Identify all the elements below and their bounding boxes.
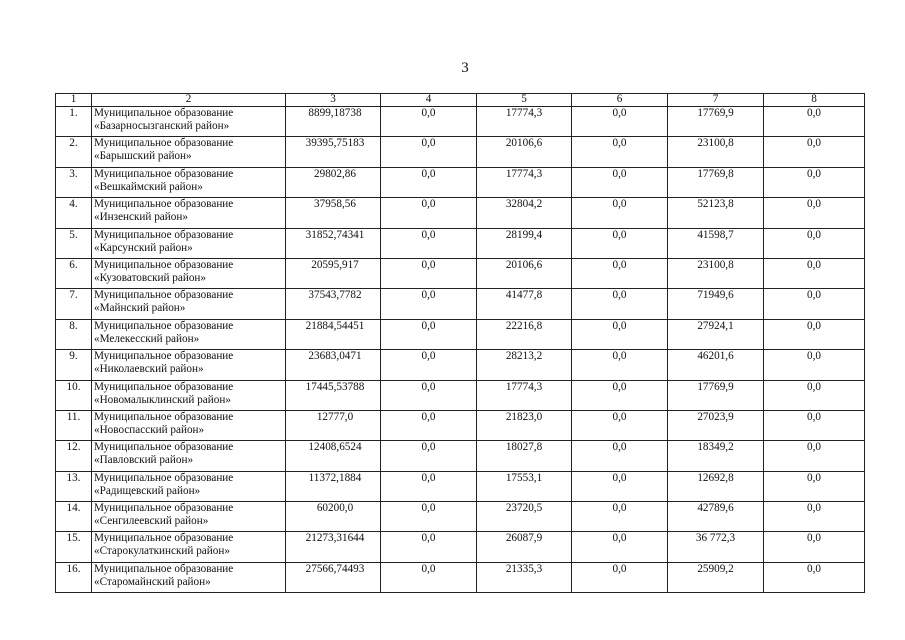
cell-col-5: 20106,6 bbox=[477, 258, 572, 288]
municipality-line-1: Муниципальное образование bbox=[94, 137, 234, 150]
municipality-line-1: Муниципальное образование bbox=[94, 380, 234, 393]
cell-col-6: 0,0 bbox=[572, 107, 668, 137]
cell-col-8: 0,0 bbox=[764, 319, 865, 349]
cell-col-4: 0,0 bbox=[381, 107, 477, 137]
cell-col-6: 0,0 bbox=[572, 471, 668, 501]
cell-col-6: 0,0 bbox=[572, 258, 668, 288]
page-number: 3 bbox=[461, 60, 469, 76]
cell-col-3: 17445,53788 bbox=[286, 380, 381, 410]
row-number: 1. bbox=[56, 107, 92, 137]
row-number: 9. bbox=[56, 350, 92, 380]
municipality-line-1: Муниципальное образование bbox=[94, 198, 234, 211]
municipality-name bbox=[92, 562, 286, 592]
municipality-line-2: «Барышский район» bbox=[94, 150, 192, 163]
cell-col-8: 0,0 bbox=[764, 410, 865, 440]
data-table bbox=[55, 93, 865, 593]
cell-col-6: 0,0 bbox=[572, 350, 668, 380]
municipality-line-1: Муниципальное образование bbox=[94, 471, 234, 484]
cell-col-3: 39395,75183 bbox=[286, 137, 381, 167]
table-row bbox=[56, 228, 865, 258]
cell-col-8: 0,0 bbox=[764, 167, 865, 197]
table-row bbox=[56, 167, 865, 197]
cell-col-4: 0,0 bbox=[381, 441, 477, 471]
row-number: 4. bbox=[56, 198, 92, 228]
cell-col-6: 0,0 bbox=[572, 502, 668, 532]
table-row bbox=[56, 289, 865, 319]
cell-col-5: 41477,8 bbox=[477, 289, 572, 319]
cell-col-5: 32804,2 bbox=[477, 198, 572, 228]
cell-col-4: 0,0 bbox=[381, 410, 477, 440]
cell-col-6: 0,0 bbox=[572, 198, 668, 228]
cell-col-7: 23100,8 bbox=[668, 137, 764, 167]
municipality-line-2: «Новоспасский район» bbox=[94, 423, 205, 436]
municipality-name bbox=[92, 502, 286, 532]
municipality-name bbox=[92, 167, 286, 197]
header-row bbox=[56, 94, 865, 107]
cell-col-8: 0,0 bbox=[764, 198, 865, 228]
municipality-name bbox=[92, 471, 286, 501]
municipality-line-1: Муниципальное образование bbox=[94, 562, 234, 575]
cell-col-7: 17769,8 bbox=[668, 167, 764, 197]
municipality-line-1: Муниципальное образование bbox=[94, 319, 234, 332]
table-row bbox=[56, 471, 865, 501]
municipality-line-2: «Павловский район» bbox=[94, 454, 194, 467]
municipality-name bbox=[92, 441, 286, 471]
municipality-name bbox=[92, 107, 286, 137]
column-header: 1 bbox=[56, 94, 92, 107]
cell-col-7: 42789,6 bbox=[668, 502, 764, 532]
municipality-name bbox=[92, 410, 286, 440]
row-number: 12. bbox=[56, 441, 92, 471]
column-header: 5 bbox=[477, 94, 572, 107]
cell-col-5: 26087,9 bbox=[477, 532, 572, 562]
cell-col-4: 0,0 bbox=[381, 319, 477, 349]
municipality-line-1: Муниципальное образование bbox=[94, 258, 234, 271]
cell-col-3: 12777,0 bbox=[286, 410, 381, 440]
cell-col-7: 41598,7 bbox=[668, 228, 764, 258]
cell-col-5: 18027,8 bbox=[477, 441, 572, 471]
table-row bbox=[56, 198, 865, 228]
cell-col-3: 11372,1884 bbox=[286, 471, 381, 501]
municipality-name bbox=[92, 228, 286, 258]
row-number: 7. bbox=[56, 289, 92, 319]
table-row bbox=[56, 350, 865, 380]
cell-col-7: 23100,8 bbox=[668, 258, 764, 288]
cell-col-3: 21273,31644 bbox=[286, 532, 381, 562]
row-number: 8. bbox=[56, 319, 92, 349]
cell-col-4: 0,0 bbox=[381, 562, 477, 592]
table-row bbox=[56, 319, 865, 349]
table-row bbox=[56, 532, 865, 562]
cell-col-5: 28213,2 bbox=[477, 350, 572, 380]
cell-col-3: 60200,0 bbox=[286, 502, 381, 532]
municipality-line-1: Муниципальное образование bbox=[94, 441, 234, 454]
row-number: 5. bbox=[56, 228, 92, 258]
cell-col-5: 23720,5 bbox=[477, 502, 572, 532]
municipality-line-2: «Кузоватовский район» bbox=[94, 271, 207, 284]
municipality-line-1: Муниципальное образование bbox=[94, 228, 234, 241]
municipality-line-1: Муниципальное образование bbox=[94, 532, 234, 545]
column-header: 7 bbox=[668, 94, 764, 107]
cell-col-5: 28199,4 bbox=[477, 228, 572, 258]
cell-col-5: 17774,3 bbox=[477, 107, 572, 137]
municipality-name bbox=[92, 532, 286, 562]
table-row bbox=[56, 258, 865, 288]
municipality-name bbox=[92, 289, 286, 319]
cell-col-7: 25909,2 bbox=[668, 562, 764, 592]
cell-col-5: 20106,6 bbox=[477, 137, 572, 167]
table-row bbox=[56, 562, 865, 592]
cell-col-3: 31852,74341 bbox=[286, 228, 381, 258]
municipality-line-1: Муниципальное образование bbox=[94, 350, 234, 363]
cell-col-3: 21884,54451 bbox=[286, 319, 381, 349]
cell-col-7: 27924,1 bbox=[668, 319, 764, 349]
cell-col-6: 0,0 bbox=[572, 532, 668, 562]
municipality-line-2: «Старокулаткинский район» bbox=[94, 545, 230, 558]
cell-col-4: 0,0 bbox=[381, 198, 477, 228]
cell-col-3: 37543,7782 bbox=[286, 289, 381, 319]
cell-col-7: 17769,9 bbox=[668, 107, 764, 137]
cell-col-6: 0,0 bbox=[572, 228, 668, 258]
cell-col-7: 12692,8 bbox=[668, 471, 764, 501]
table-row bbox=[56, 107, 865, 137]
table-row bbox=[56, 502, 865, 532]
municipality-line-2: «Радищевский район» bbox=[94, 484, 201, 497]
municipality-line-2: «Базарносызганский район» bbox=[94, 120, 230, 132]
row-number: 14. bbox=[56, 502, 92, 532]
cell-col-8: 0,0 bbox=[764, 289, 865, 319]
cell-col-8: 0,0 bbox=[764, 441, 865, 471]
cell-col-5: 21823,0 bbox=[477, 410, 572, 440]
cell-col-4: 0,0 bbox=[381, 228, 477, 258]
municipality-name bbox=[92, 380, 286, 410]
column-header: 2 bbox=[92, 94, 286, 107]
cell-col-4: 0,0 bbox=[381, 350, 477, 380]
table-row bbox=[56, 137, 865, 167]
municipality-name bbox=[92, 198, 286, 228]
table-row bbox=[56, 380, 865, 410]
cell-col-3: 23683,0471 bbox=[286, 350, 381, 380]
cell-col-8: 0,0 bbox=[764, 258, 865, 288]
cell-col-6: 0,0 bbox=[572, 562, 668, 592]
cell-col-8: 0,0 bbox=[764, 228, 865, 258]
cell-col-3: 27566,74493 bbox=[286, 562, 381, 592]
municipality-line-2: «Новомалыклинский район» bbox=[94, 393, 231, 406]
municipality-line-2: «Инзенский район» bbox=[94, 211, 188, 224]
cell-col-6: 0,0 bbox=[572, 380, 668, 410]
cell-col-6: 0,0 bbox=[572, 319, 668, 349]
municipality-line-2: «Николаевский район» bbox=[94, 363, 204, 376]
cell-col-4: 0,0 bbox=[381, 167, 477, 197]
cell-col-4: 0,0 bbox=[381, 502, 477, 532]
municipality-line-2: «Старомайнский район» bbox=[94, 575, 211, 588]
cell-col-5: 17553,1 bbox=[477, 471, 572, 501]
table-row bbox=[56, 410, 865, 440]
cell-col-6: 0,0 bbox=[572, 410, 668, 440]
cell-col-4: 0,0 bbox=[381, 258, 477, 288]
cell-col-5: 17774,3 bbox=[477, 167, 572, 197]
cell-col-6: 0,0 bbox=[572, 441, 668, 471]
column-header: 3 bbox=[286, 94, 381, 107]
cell-col-7: 36 772,3 bbox=[668, 532, 764, 562]
cell-col-7: 18349,2 bbox=[668, 441, 764, 471]
cell-col-3: 29802,86 bbox=[286, 167, 381, 197]
municipality-line-1: Муниципальное образование bbox=[94, 410, 234, 423]
municipality-name bbox=[92, 319, 286, 349]
municipality-line-1: Муниципальное образование bbox=[94, 289, 234, 302]
cell-col-3: 8899,18738 bbox=[286, 107, 381, 137]
cell-col-4: 0,0 bbox=[381, 532, 477, 562]
municipality-line-2: «Вешкаймский район» bbox=[94, 180, 203, 193]
row-number: 13. bbox=[56, 471, 92, 501]
municipality-name bbox=[92, 258, 286, 288]
cell-col-8: 0,0 bbox=[764, 502, 865, 532]
cell-col-7: 71949,6 bbox=[668, 289, 764, 319]
cell-col-5: 17774,3 bbox=[477, 380, 572, 410]
municipality-line-1: Муниципальное образование bbox=[94, 502, 234, 515]
cell-col-7: 46201,6 bbox=[668, 350, 764, 380]
row-number: 10. bbox=[56, 380, 92, 410]
cell-col-7: 17769,9 bbox=[668, 380, 764, 410]
cell-col-6: 0,0 bbox=[572, 137, 668, 167]
cell-col-7: 27023,9 bbox=[668, 410, 764, 440]
cell-col-8: 0,0 bbox=[764, 350, 865, 380]
cell-col-6: 0,0 bbox=[572, 167, 668, 197]
cell-col-8: 0,0 bbox=[764, 380, 865, 410]
row-number: 2. bbox=[56, 137, 92, 167]
cell-col-3: 20595,917 bbox=[286, 258, 381, 288]
row-number: 15. bbox=[56, 532, 92, 562]
municipality-line-1: Муниципальное образование bbox=[94, 107, 234, 119]
municipality-line-2: «Карсунский район» bbox=[94, 241, 193, 254]
cell-col-5: 22216,8 bbox=[477, 319, 572, 349]
column-header: 4 bbox=[381, 94, 477, 107]
row-number: 3. bbox=[56, 167, 92, 197]
cell-col-7: 52123,8 bbox=[668, 198, 764, 228]
table-row bbox=[56, 441, 865, 471]
cell-col-4: 0,0 bbox=[381, 289, 477, 319]
cell-col-3: 37958,56 bbox=[286, 198, 381, 228]
cell-col-5: 21335,3 bbox=[477, 562, 572, 592]
cell-col-4: 0,0 bbox=[381, 380, 477, 410]
municipality-name bbox=[92, 350, 286, 380]
cell-col-8: 0,0 bbox=[764, 137, 865, 167]
column-header: 8 bbox=[764, 94, 865, 107]
municipality-name bbox=[92, 137, 286, 167]
cell-col-3: 12408,6524 bbox=[286, 441, 381, 471]
column-header: 6 bbox=[572, 94, 668, 107]
cell-col-8: 0,0 bbox=[764, 471, 865, 501]
row-number: 11. bbox=[56, 410, 92, 440]
row-number: 16. bbox=[56, 562, 92, 592]
municipality-line-1: Муниципальное образование bbox=[94, 167, 234, 180]
cell-col-8: 0,0 bbox=[764, 562, 865, 592]
cell-col-8: 0,0 bbox=[764, 532, 865, 562]
municipality-line-2: «Мелекесский район» bbox=[94, 332, 200, 345]
cell-col-6: 0,0 bbox=[572, 289, 668, 319]
municipality-line-2: «Майнский район» bbox=[94, 302, 186, 315]
municipality-line-2: «Сенгилеевский район» bbox=[94, 515, 209, 528]
row-number: 6. bbox=[56, 258, 92, 288]
cell-col-4: 0,0 bbox=[381, 137, 477, 167]
cell-col-4: 0,0 bbox=[381, 471, 477, 501]
cell-col-8: 0,0 bbox=[764, 107, 865, 137]
